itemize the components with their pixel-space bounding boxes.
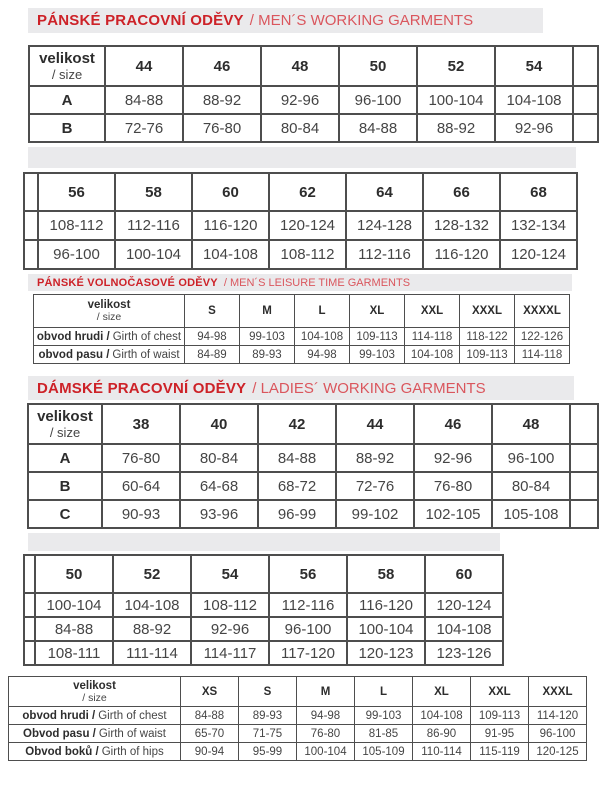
ladies-working-size-table-2 [23,554,504,666]
value-cell: 120-124 [500,240,577,269]
value-cell: 88-92 [113,617,191,641]
value-cell: 122-126 [515,328,570,346]
value-cell: 104-108 [192,240,269,269]
value-cell: 88-92 [417,114,495,142]
value-cell: 108-112 [38,211,115,240]
value-cell: 95-99 [239,743,297,761]
col-header-cell: L [355,677,413,707]
value-cell: 104-108 [295,328,350,346]
col-header-cell: 58 [115,173,192,211]
value-cell: 115-119 [471,743,529,761]
row-label-cell [34,328,185,346]
separator-band [28,147,576,168]
row-label-cell [9,707,181,725]
col-header-cell: 58 [347,555,425,593]
men-leisure-title-czech: PÁNSKÉ VOLNOČASOVÉ ODĚVY [37,276,218,289]
value-cell: 89-93 [240,346,295,364]
value-cell: 104-108 [405,346,460,364]
col-header-cell: 62 [269,173,346,211]
col-header-cell: 60 [192,173,269,211]
men-working-title-band [28,8,543,33]
col-header-cell: 46 [183,46,261,86]
value-cell: 110-114 [413,743,471,761]
table-row [28,500,598,528]
value-cell: 99-103 [355,707,413,725]
value-cell: 88-92 [183,86,261,114]
value-cell: 90-94 [181,743,239,761]
row-label-cell [9,725,181,743]
row-label-cell: A [28,444,102,472]
stub-cell [24,593,35,617]
row-label-cell: B [29,114,105,142]
separator-band [28,533,500,551]
value-cell: 118-122 [460,328,515,346]
col-header-cell: 48 [261,46,339,86]
table-header-row [24,555,503,593]
value-cell: 111-114 [113,641,191,665]
value-cell: 128-132 [423,211,500,240]
value-cell: 96-100 [269,617,347,641]
value-cell: 84-89 [185,346,240,364]
value-cell: 112-116 [115,211,192,240]
stub-cell [24,617,35,641]
stub-cell [570,500,598,528]
value-cell: 104-108 [113,593,191,617]
col-header-cell: L [295,295,350,328]
table-row [34,328,570,346]
table-row [24,240,577,269]
table-row [28,444,598,472]
row-label-cell [9,743,181,761]
stub-cell [24,211,38,240]
col-header-cell: XS [181,677,239,707]
col-header-cell: 48 [492,404,570,444]
table-header-row [9,677,587,707]
stub-cell [24,641,35,665]
stub-cell [570,404,598,444]
value-cell: 104-108 [495,86,573,114]
value-cell: 105-108 [492,500,570,528]
men-working-title-english: / MEN´S WORKING GARMENTS [249,12,474,29]
men-leisure-title-band [28,274,572,291]
row-label-english: Girth of chest [98,709,167,722]
ladies-working-title-english: / LADIES´ WORKING GARMENTS [252,379,486,397]
row-label-english: Girth of chest [112,330,182,343]
stub-cell [570,444,598,472]
value-cell: 76-80 [183,114,261,142]
value-cell: 102-105 [414,500,492,528]
value-cell: 84-88 [105,86,183,114]
value-cell: 116-120 [347,593,425,617]
value-cell: 123-126 [425,641,503,665]
col-header-cell: XL [350,295,405,328]
value-cell: 100-104 [347,617,425,641]
value-cell: 96-100 [38,240,115,269]
value-cell: 96-100 [492,444,570,472]
value-cell: 72-76 [105,114,183,142]
value-cell: 116-120 [192,211,269,240]
value-cell: 84-88 [258,444,336,472]
value-cell: 76-80 [414,472,492,500]
row-label-czech: obvod hrudi / [36,330,110,343]
value-cell: 117-120 [269,641,347,665]
table-row [9,743,587,761]
size-label-bottom: / size [96,311,122,323]
value-cell: 89-93 [239,707,297,725]
size-label-top: velikost [37,408,93,425]
value-cell: 96-100 [339,86,417,114]
col-header-cell: 64 [346,173,423,211]
ladies-girth-size-table [8,676,587,761]
men-leisure-size-table [33,294,570,364]
col-header-cell: S [239,677,297,707]
value-cell: 90-93 [102,500,180,528]
col-header-cell: 46 [414,404,492,444]
value-cell: 84-88 [35,617,113,641]
value-cell: 109-113 [471,707,529,725]
table-header-row [34,295,570,328]
size-label-top: velikost [87,299,131,311]
value-cell: 120-124 [425,593,503,617]
value-cell: 72-76 [336,472,414,500]
size-label-bottom: / size [49,425,81,440]
value-cell: 109-113 [460,346,515,364]
col-header-cell: 42 [258,404,336,444]
size-label-cell [9,677,181,707]
table-row [28,472,598,500]
value-cell: 84-88 [181,707,239,725]
value-cell: 100-104 [417,86,495,114]
col-header-cell: 50 [35,555,113,593]
col-header-cell: XXL [471,677,529,707]
row-label-cell: B [28,472,102,500]
value-cell: 99-102 [336,500,414,528]
col-header-cell: M [297,677,355,707]
row-label-english: Girth of hips [101,745,164,758]
table-row [9,725,587,743]
value-cell: 68-72 [258,472,336,500]
value-cell: 114-118 [515,346,570,364]
table-row [29,114,598,142]
ladies-working-title-band [28,376,574,400]
col-header-cell: XXL [405,295,460,328]
value-cell: 84-88 [339,114,417,142]
table-row [24,211,577,240]
value-cell: 81-85 [355,725,413,743]
size-label-cell [34,295,185,328]
value-cell: 96-100 [529,725,587,743]
ladies-working-size-table-1 [27,403,599,529]
row-label-czech: obvod pasu / [38,348,110,361]
value-cell: 104-108 [425,617,503,641]
men-working-size-table-2 [23,172,578,270]
value-cell: 76-80 [297,725,355,743]
value-cell: 114-120 [529,707,587,725]
stub-cell [573,46,598,86]
value-cell: 60-64 [102,472,180,500]
value-cell: 76-80 [102,444,180,472]
value-cell: 99-103 [240,328,295,346]
value-cell: 114-118 [405,328,460,346]
table-row [29,86,598,114]
table-header-row [24,173,577,211]
value-cell: 80-84 [180,444,258,472]
value-cell: 120-124 [269,211,346,240]
col-header-cell: XXXL [460,295,515,328]
value-cell: 86-90 [413,725,471,743]
value-cell: 93-96 [180,500,258,528]
value-cell: 94-98 [185,328,240,346]
value-cell: 105-109 [355,743,413,761]
row-label-czech: Obvod boků / [25,745,99,758]
value-cell: 80-84 [261,114,339,142]
value-cell: 100-104 [297,743,355,761]
col-header-cell: 40 [180,404,258,444]
value-cell: 120-123 [347,641,425,665]
value-cell: 112-116 [269,593,347,617]
row-label-czech: obvod hrudi / [22,709,96,722]
stub-cell [573,86,598,114]
value-cell: 91-95 [471,725,529,743]
stub-cell [570,472,598,500]
col-header-cell: 44 [336,404,414,444]
col-header-cell: 66 [423,173,500,211]
stub-cell [24,240,38,269]
size-label-cell [29,46,105,86]
value-cell: 92-96 [261,86,339,114]
col-header-cell: 38 [102,404,180,444]
value-cell: 94-98 [295,346,350,364]
col-header-cell: 54 [495,46,573,86]
col-header-cell: 50 [339,46,417,86]
col-header-cell: 68 [500,173,577,211]
value-cell: 88-92 [336,444,414,472]
size-label-cell [28,404,102,444]
men-working-size-table-1 [28,45,599,143]
size-label-bottom: / size [51,67,83,82]
value-cell: 109-113 [350,328,405,346]
col-header-cell: 54 [191,555,269,593]
row-label-cell [34,346,185,364]
col-header-cell: 52 [417,46,495,86]
value-cell: 96-99 [258,500,336,528]
stub-cell [24,173,38,211]
table-row [24,617,503,641]
table-row [9,707,587,725]
ladies-working-title-czech: DÁMSKÉ PRACOVNÍ ODĚVY [37,379,247,397]
value-cell: 92-96 [414,444,492,472]
col-header-cell: S [185,295,240,328]
value-cell: 64-68 [180,472,258,500]
value-cell: 108-112 [191,593,269,617]
men-working-title-czech: PÁNSKÉ PRACOVNÍ ODĚVY [37,12,244,29]
value-cell: 65-70 [181,725,239,743]
row-label-cell: C [28,500,102,528]
col-header-cell: XL [413,677,471,707]
col-header-cell: 60 [425,555,503,593]
row-label-cell: A [29,86,105,114]
value-cell: 112-116 [346,240,423,269]
value-cell: 104-108 [413,707,471,725]
value-cell: 124-128 [346,211,423,240]
value-cell: 92-96 [191,617,269,641]
table-header-row [28,404,598,444]
col-header-cell: XXXL [529,677,587,707]
row-label-english: Girth of waist [112,348,180,361]
value-cell: 120-125 [529,743,587,761]
value-cell: 92-96 [495,114,573,142]
value-cell: 108-112 [269,240,346,269]
size-label-bottom: / size [82,691,107,704]
size-label-top: velikost [73,679,116,692]
value-cell: 116-120 [423,240,500,269]
value-cell: 114-117 [191,641,269,665]
value-cell: 99-103 [350,346,405,364]
men-leisure-title-english: / MEN´S LEISURE TIME GARMENTS [223,276,411,289]
table-row [34,346,570,364]
col-header-cell: 52 [113,555,191,593]
col-header-cell: 56 [269,555,347,593]
row-label-english: Girth of waist [98,727,166,740]
stub-cell [24,555,35,593]
value-cell: 100-104 [35,593,113,617]
table-header-row [29,46,598,86]
value-cell: 108-111 [35,641,113,665]
col-header-cell: XXXXL [515,295,570,328]
value-cell: 71-75 [239,725,297,743]
table-row [24,641,503,665]
size-label-top: velikost [39,50,95,67]
table-row [24,593,503,617]
stub-cell [573,114,598,142]
col-header-cell: 44 [105,46,183,86]
value-cell: 132-134 [500,211,577,240]
value-cell: 100-104 [115,240,192,269]
col-header-cell: 56 [38,173,115,211]
value-cell: 80-84 [492,472,570,500]
col-header-cell: M [240,295,295,328]
value-cell: 94-98 [297,707,355,725]
row-label-czech: Obvod pasu / [23,727,96,740]
